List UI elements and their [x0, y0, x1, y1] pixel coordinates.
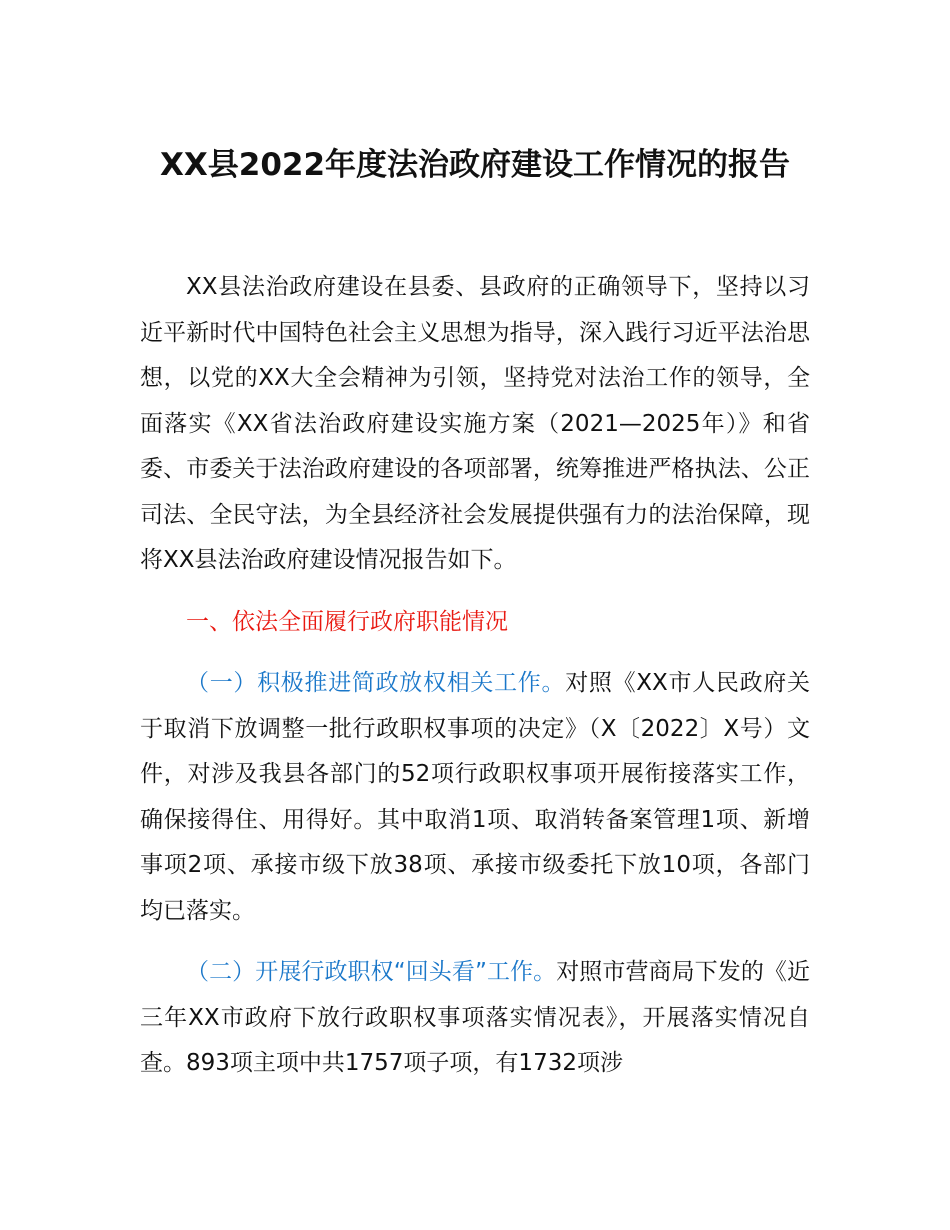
- subsection-text-2: 对照市营商局下发的《近三年XX市政府下放行政职权事项落实情况表》，开展落实情况自查。893项主项中共1757项子项，有1732项涉: [140, 959, 811, 1076]
- subsection-paragraph-2: [140, 950, 810, 1087]
- subsection-heading-2: （二）开展行政职权“回头看”工作。: [186, 959, 557, 985]
- intro-paragraph: XX县法治政府建设在县委、县政府的正确领导下，坚持以习近平新时代中国特色社会主义思想为指导，深入践行习近平法治思想，以党的XX大全会精神为引领，坚持党对法治工作的领导，全面落实《XX省法治政府建设实施方案（2021—2025年）》和省委、市委关于法治政府建设的各项部署，统筹推进严格执法、公正司法、全民守法，为全县经济社会发展提供强有力的法治保障，现将XX县法治政府建设情况报告如下。: [140, 274, 810, 573]
- document-title: XX县2022年度法治政府建设工作情况的报告: [159, 147, 791, 183]
- subsection-paragraph-1: [140, 661, 810, 934]
- section-heading-1: 一、依法全面履行政府职能情况: [186, 608, 508, 635]
- document-body: [140, 265, 810, 1103]
- subsection-heading-1: （一）积极推进简政放权相关工作。: [186, 670, 566, 696]
- subsection-text-1: 对照《XX市人民政府关于取消下放调整一批行政职权事项的决定》（X〔2022〕X号）文件，对涉及我县各部门的52项行政职权事项开展衔接落实工作，确保接得住、用得好。其中取消1项、取消转备案管理1项、新增事项2项、承接市级下放38项、承接市级委托下放10项，各部门均已落实。: [140, 670, 811, 924]
